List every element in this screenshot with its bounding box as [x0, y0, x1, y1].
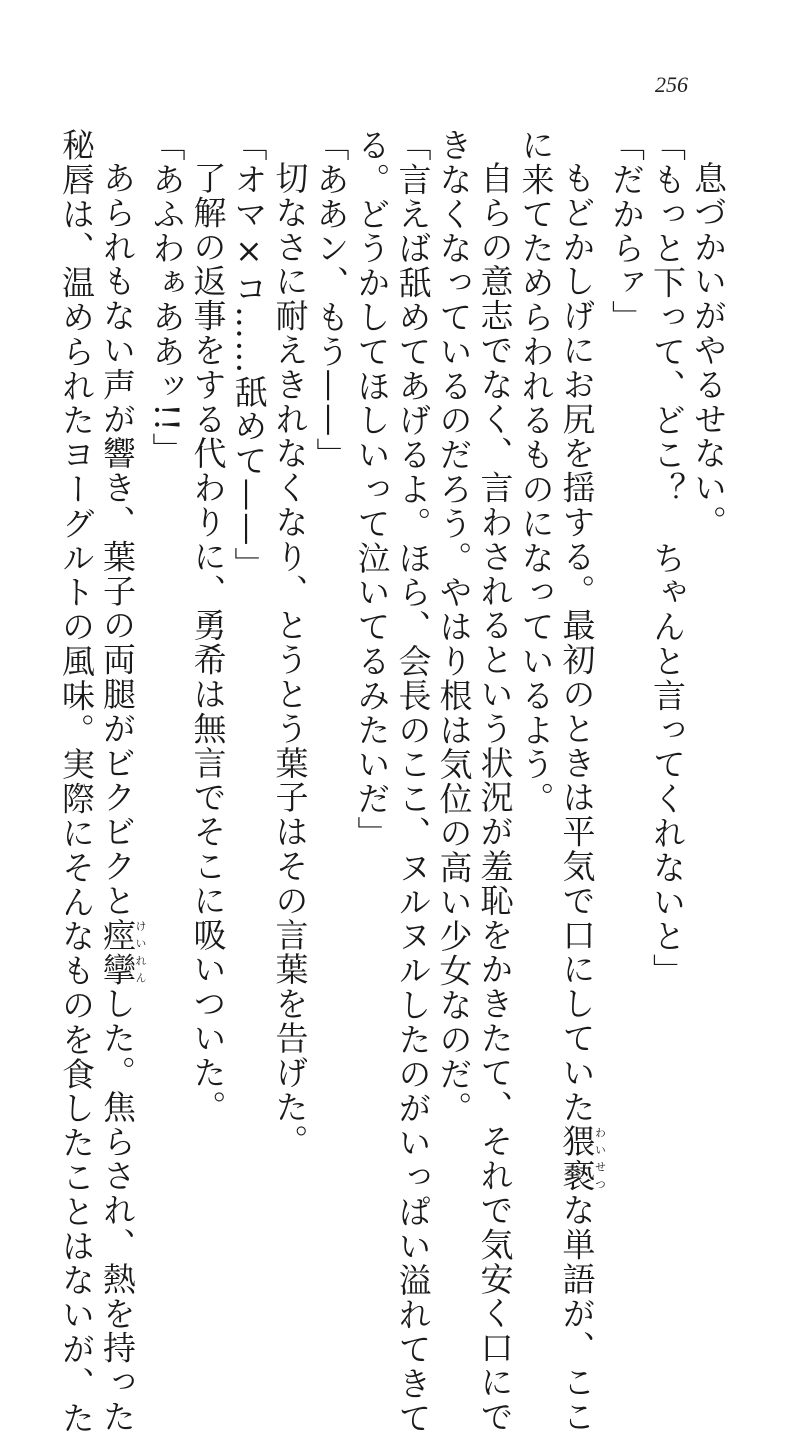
- text-paragraph: [311, 128, 352, 1118]
- text-segment: 「オマ×コ……舐めて——」: [229, 128, 269, 582]
- text-segment: 「だからァ」: [607, 128, 646, 335]
- text-segment: きなくなっているのだろう。やはり根は気位の高い少女なのだ。: [434, 128, 474, 1126]
- text-segment: 自らの意志でなく、言わされるという状況が羞恥をかきたて、それで気安く口にで: [475, 161, 515, 1434]
- text-segment: な単語が、ここ: [557, 1193, 597, 1434]
- text-paragraph: [352, 128, 393, 1118]
- text-segment: 「あふわぁああッ!!」: [147, 128, 187, 467]
- ruby-base: 痙攣: [98, 917, 137, 987]
- text-segment: 息づかいがやるせない。: [689, 161, 728, 540]
- text-segment: に来てためらわれるものになっているよう。: [516, 128, 556, 816]
- text-segment: 「ああン、もう——」: [311, 128, 351, 472]
- ruby-annotated-word: [557, 1124, 607, 1194]
- text-segment: 「もっと下って、どこ？ ちゃんと言ってくれないと」: [648, 128, 687, 988]
- text-segment: あられもない声が響き、葉子の両腿がビクビクと: [98, 161, 137, 918]
- text-paragraph: [688, 128, 729, 1118]
- text-paragraph: [97, 128, 147, 1434]
- text-paragraph: [270, 128, 311, 1159]
- page-number: 256: [655, 72, 688, 97]
- text-paragraph: [188, 128, 229, 1125]
- text-segment: 了解の返事をする代わりに、勇希は無言でそこに吸いついた。: [188, 161, 228, 1125]
- text-paragraph: [516, 128, 557, 1118]
- text-paragraph: [393, 128, 434, 1435]
- vertical-text-body: [57, 128, 729, 1435]
- text-paragraph: [475, 128, 516, 1434]
- text-segment: 秘唇は、温められたヨーグルトの風味。実際にそんなものを食したことはないが、た: [57, 128, 96, 1435]
- text-segment: 「言えば舐めてあげるよ。ほら、会長のここ、ヌルヌルしたのがいっぱい溢れてきて: [393, 128, 433, 1435]
- ruby-base: 猥褻: [557, 1124, 597, 1194]
- text-paragraph: [606, 128, 647, 1118]
- text-segment: る。どうかしてほしいって泣いてるみたいだ」: [352, 128, 392, 851]
- ruby-reading: わいせつ: [593, 1124, 607, 1193]
- text-paragraph: [557, 128, 607, 1434]
- text-paragraph: [229, 128, 270, 1118]
- text-segment: 切なさに耐えきれなくなり、とうとう葉子はその言葉を告げた。: [270, 161, 310, 1159]
- text-paragraph: [147, 128, 188, 1118]
- ruby-reading: けいれん: [134, 917, 147, 987]
- text-paragraph: [434, 128, 475, 1126]
- text-segment: した。焦らされ、熱を持った: [98, 986, 137, 1434]
- text-paragraph: [647, 128, 688, 1118]
- text-paragraph: [56, 128, 97, 1435]
- text-segment: もどかしげにお尻を揺する。最初のときは平気で口にしていた: [557, 161, 597, 1125]
- ruby-annotated-word: [98, 917, 147, 987]
